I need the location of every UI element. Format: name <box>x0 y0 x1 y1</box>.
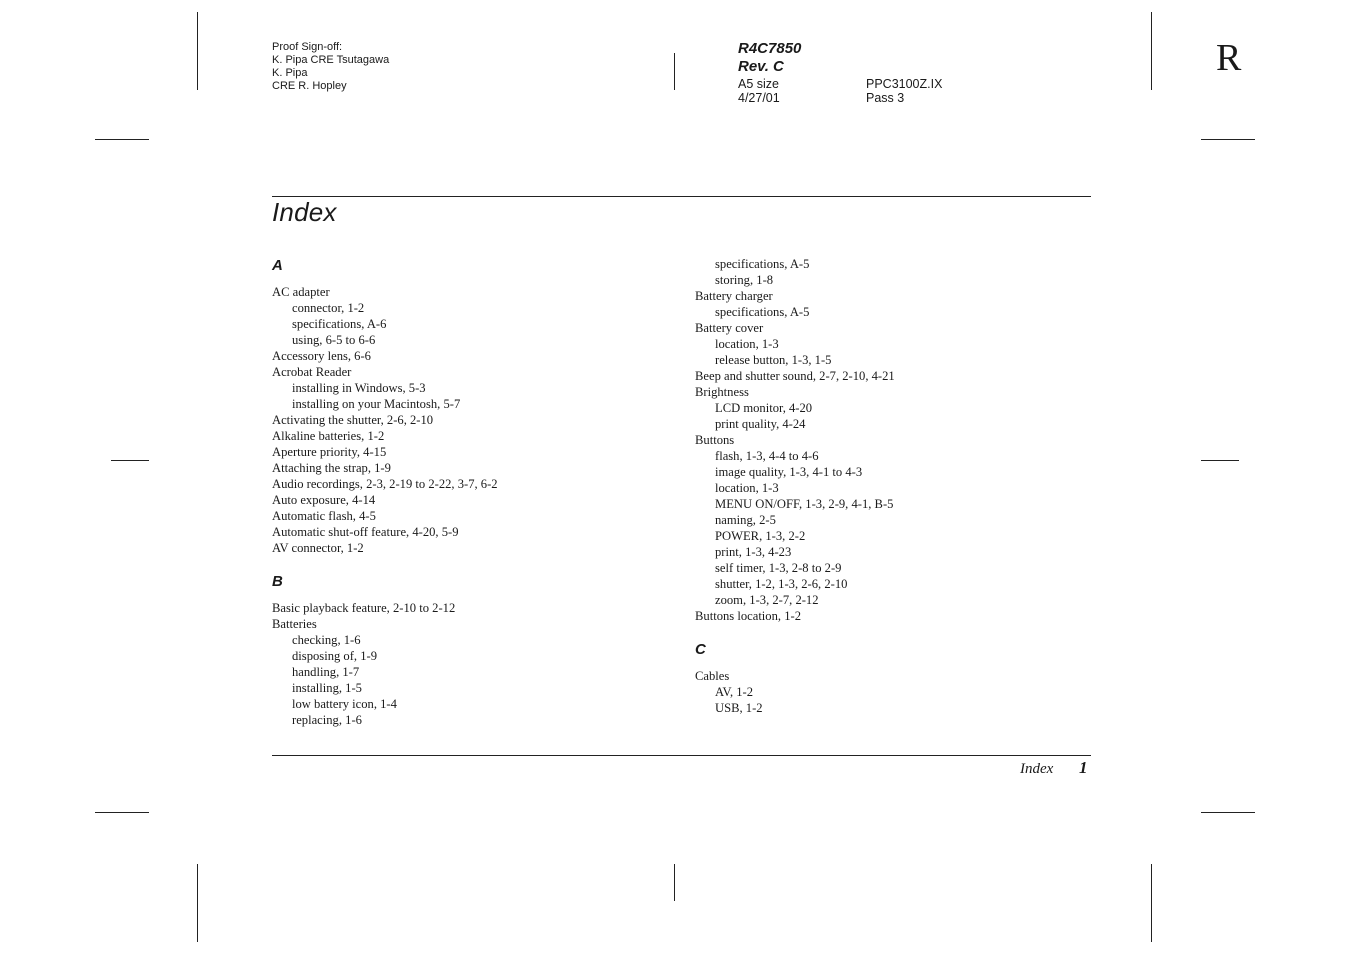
index-column-left <box>272 256 672 728</box>
crop-mark-right-middle <box>1201 460 1239 461</box>
section-letter-b: B <box>272 573 283 590</box>
index-entry: Brightness <box>695 385 749 399</box>
header-revision: Rev. C <box>738 58 784 75</box>
index-entry: Automatic shut-off feature, 4-20, 5-9 <box>272 525 459 539</box>
header-file: PPC3100Z.IX <box>866 77 943 91</box>
footer-label: Index <box>1020 761 1054 777</box>
header-size: A5 size <box>738 77 779 91</box>
crop-mark-bottom-left <box>197 864 198 942</box>
index-subentry: connector, 1-2 <box>292 301 365 315</box>
index-subentry: MENU ON/OFF, 1-3, 2-9, 4-1, B-5 <box>715 497 894 511</box>
index-entry: Accessory lens, 6-6 <box>272 349 371 363</box>
index-entry: Basic playback feature, 2-10 to 2-12 <box>272 601 456 615</box>
index-subentry: AV, 1-2 <box>715 685 754 699</box>
index-entry: Attaching the strap, 1-9 <box>272 461 391 475</box>
index-subentry: checking, 1-6 <box>292 633 361 647</box>
index-subentry: specifications, A-5 <box>715 305 810 319</box>
index-subentry: print quality, 4-24 <box>715 417 806 431</box>
index-entry: Buttons location, 1-2 <box>695 609 801 623</box>
section-letter-c: C <box>695 641 706 658</box>
header-model: R4C7850 <box>738 40 802 57</box>
index-subentry: location, 1-3 <box>715 481 779 495</box>
crop-mark-top-left <box>197 12 198 90</box>
index-entry: Batteries <box>272 617 317 631</box>
crop-mark-top-right <box>1151 12 1152 90</box>
index-entry: AV connector, 1-2 <box>272 541 364 555</box>
index-subentry: specifications, A-6 <box>292 317 387 331</box>
footer-rule <box>272 755 1091 756</box>
index-subentry: print, 1-3, 4-23 <box>715 545 792 559</box>
crop-mark-bottom-right <box>1151 864 1152 942</box>
index-entry: Alkaline batteries, 1-2 <box>272 429 385 443</box>
index-subentry: specifications, A-5 <box>715 257 810 271</box>
index-subentry: using, 6-5 to 6-6 <box>292 333 376 347</box>
header-date: 4/27/01 <box>738 91 780 105</box>
index-subentry: release button, 1-3, 1-5 <box>715 353 832 367</box>
index-subentry: installing on your Macintosh, 5-7 <box>292 397 461 411</box>
proof-signoff-line: CRE R. Hopley <box>272 80 347 92</box>
index-subentry: location, 1-3 <box>715 337 779 351</box>
index-subentry: installing, 1-5 <box>292 681 362 695</box>
index-subentry: zoom, 1-3, 2-7, 2-12 <box>715 593 819 607</box>
crop-mark-left-middle <box>111 460 149 461</box>
page-number: 1 <box>1079 758 1088 777</box>
crop-mark-right-upper <box>1201 139 1255 140</box>
index-subentry: flash, 1-3, 4-4 to 4-6 <box>715 449 819 463</box>
index-column-right <box>695 256 1095 716</box>
index-entry: Aperture priority, 4-15 <box>272 445 387 459</box>
page-title: Index <box>272 197 337 227</box>
index-entry: Acrobat Reader <box>272 365 352 379</box>
index-entry: AC adapter <box>272 285 330 299</box>
proof-signoff-line: Proof Sign-off: <box>272 41 343 53</box>
crop-mark-right-lower <box>1201 812 1255 813</box>
index-entry: Beep and shutter sound, 2-7, 2-10, 4-21 <box>695 369 895 383</box>
index-subentry: replacing, 1-6 <box>292 713 362 727</box>
index-subentry: handling, 1-7 <box>292 665 360 679</box>
section-letter-a: A <box>272 257 283 274</box>
header-code <box>738 40 801 76</box>
registration-mark: R <box>1216 37 1242 79</box>
index-entry: Cables <box>695 669 730 683</box>
title-rule <box>272 196 1091 197</box>
index-subentry: installing in Windows, 5-3 <box>292 381 426 395</box>
index-entry: Battery charger <box>695 289 773 303</box>
index-entry: Activating the shutter, 2-6, 2-10 <box>272 413 434 427</box>
index-subentry: LCD monitor, 4-20 <box>715 401 813 415</box>
header-pass: Pass 3 <box>866 91 905 105</box>
crop-mark-top-center <box>674 53 675 90</box>
index-subentry: image quality, 1-3, 4-1 to 4-3 <box>715 465 863 479</box>
proof-signoff-line: K. Pipa CRE Tsutagawa <box>272 54 390 66</box>
index-subentry: USB, 1-2 <box>715 701 763 715</box>
index-subentry: shutter, 1-2, 1-3, 2-6, 2-10 <box>715 577 848 591</box>
index-subentry: disposing of, 1-9 <box>292 649 378 663</box>
crop-mark-bottom-center <box>674 864 675 901</box>
index-subentry: low battery icon, 1-4 <box>292 697 397 711</box>
index-entry: Audio recordings, 2-3, 2-19 to 2-22, 3-7, 6-2 <box>272 477 498 491</box>
proof-signoff <box>272 41 389 93</box>
index-subentry: naming, 2-5 <box>715 513 776 527</box>
index-entry: Battery cover <box>695 321 764 335</box>
crop-mark-left-upper <box>95 139 149 140</box>
index-subentry: POWER, 1-3, 2-2 <box>715 529 806 543</box>
index-subentry: self timer, 1-3, 2-8 to 2-9 <box>715 561 842 575</box>
index-entry: Auto exposure, 4-14 <box>272 493 376 507</box>
proof-signoff-line: K. Pipa <box>272 67 308 79</box>
index-entry: Buttons <box>695 433 735 447</box>
index-entry: Automatic flash, 4-5 <box>272 509 376 523</box>
crop-mark-left-lower <box>95 812 149 813</box>
header-details <box>738 77 942 105</box>
index-subentry: storing, 1-8 <box>715 273 774 287</box>
